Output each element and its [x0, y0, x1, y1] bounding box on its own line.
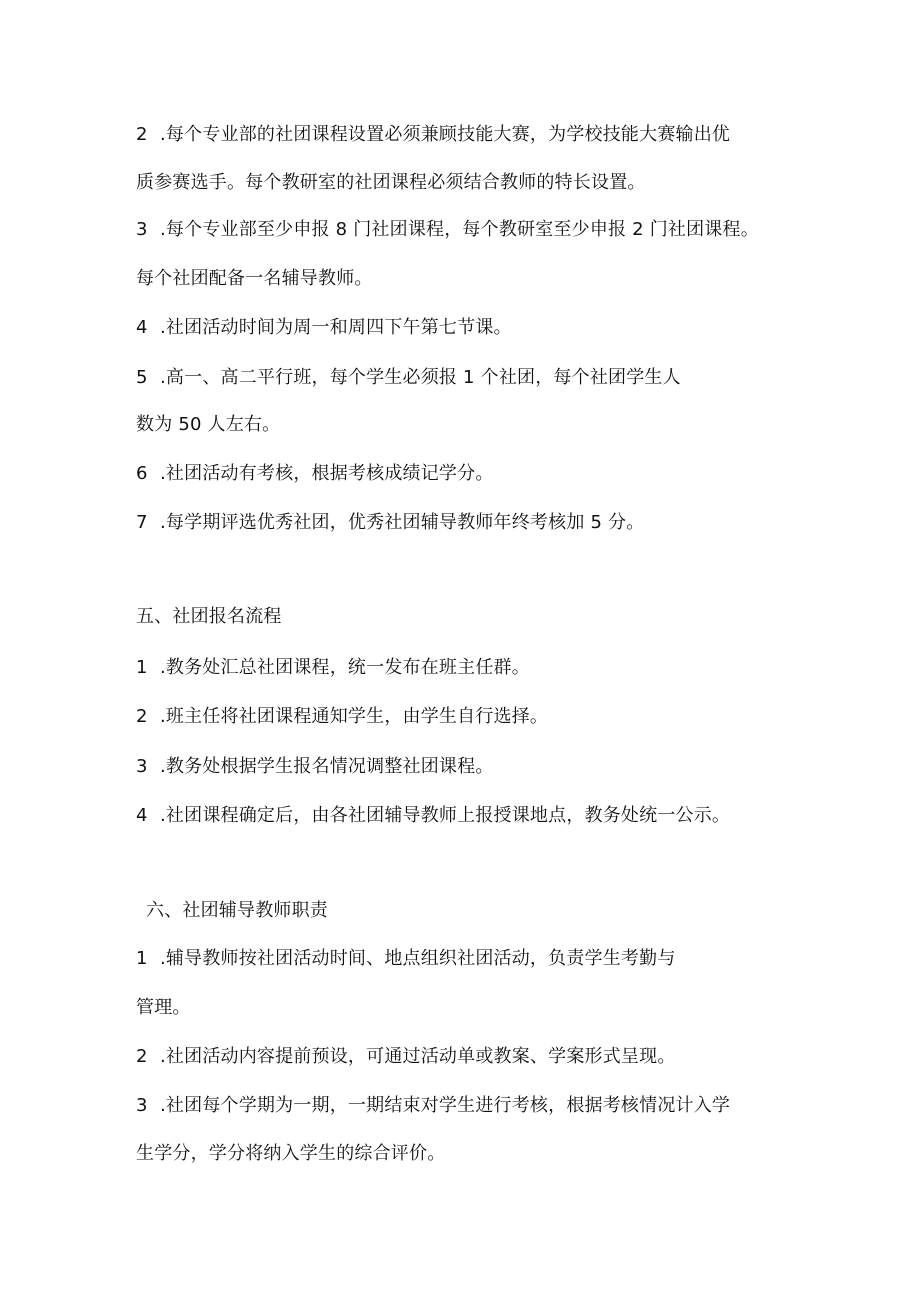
list-number: 5 — [136, 367, 148, 388]
list-text: .教务处根据学生报名情况调整社团课程。 — [160, 756, 494, 777]
list-item-1-line1 — [136, 947, 676, 971]
list-item-2 — [136, 705, 548, 729]
list-text: .每学期评选优秀社团，优秀社团辅导教师年终考核加 5 分。 — [160, 512, 645, 533]
list-item-1 — [136, 656, 530, 680]
list-text: .社团活动时间为周一和周四下午第七节课。 — [160, 317, 512, 338]
list-item-3-line1 — [136, 1094, 730, 1118]
list-item-2-line1 — [136, 123, 730, 147]
list-number: 6 — [136, 463, 148, 484]
list-number: 1 — [136, 948, 148, 969]
section-heading-6: 六、社团辅导教师职责 — [146, 900, 328, 921]
section-heading-5: 五、社团报名流程 — [136, 606, 282, 627]
list-item-3-line1 — [136, 218, 759, 242]
list-item-1-line2: 管理。 — [136, 997, 191, 1018]
list-text: .高一、高二平行班，每个学生必须报 1 个社团，每个社团学生人 — [160, 367, 681, 388]
list-item-4 — [136, 316, 512, 340]
list-number: 4 — [136, 317, 148, 338]
list-text: .教务处汇总社团课程，统一发布在班主任群。 — [160, 657, 530, 678]
list-text: .班主任将社团课程通知学生，由学生自行选择。 — [160, 706, 549, 727]
list-item-6 — [136, 462, 494, 486]
list-item-7 — [136, 511, 644, 535]
list-item-2-line2: 质参赛选手。每个教研室的社团课程必须结合教师的特长设置。 — [136, 172, 646, 193]
list-text: .社团每个学期为一期，一期结束对学生进行考核，根据考核情况计入学 — [160, 1095, 731, 1116]
list-number: 7 — [136, 512, 148, 533]
list-item-4 — [136, 804, 730, 828]
list-number: 4 — [136, 805, 148, 826]
list-number: 1 — [136, 657, 148, 678]
list-item-5-line1 — [136, 366, 681, 390]
list-number: 2 — [136, 706, 148, 727]
list-item-3-line2: 每个社团配备一名辅导教师。 — [136, 268, 373, 289]
list-text: .社团活动内容提前预设，可通过活动单或教案、学案形式呈现。 — [160, 1046, 676, 1067]
list-item-5-line2: 数为 50 人左右。 — [136, 414, 281, 435]
list-item-2 — [136, 1045, 676, 1069]
list-text: .每个专业部的社团课程设置必须兼顾技能大赛，为学校技能大赛输出优 — [160, 124, 731, 145]
list-number: 2 — [136, 1046, 148, 1067]
list-number: 3 — [136, 1095, 148, 1116]
list-text: .每个专业部至少申报 8 门社团课程，每个教研室至少申报 2 门社团课程。 — [160, 219, 759, 240]
list-item-3-line2: 生学分，学分将纳入学生的综合评价。 — [136, 1143, 446, 1164]
list-text: .社团活动有考核，根据考核成绩记学分。 — [160, 463, 494, 484]
list-text: .社团课程确定后，由各社团辅导教师上报授课地点，教务处统一公示。 — [160, 805, 731, 826]
list-number: 3 — [136, 219, 148, 240]
list-number: 2 — [136, 124, 148, 145]
list-item-3 — [136, 755, 494, 779]
list-text: .辅导教师按社团活动时间、地点组织社团活动，负责学生考勤与 — [160, 948, 676, 969]
list-number: 3 — [136, 756, 148, 777]
